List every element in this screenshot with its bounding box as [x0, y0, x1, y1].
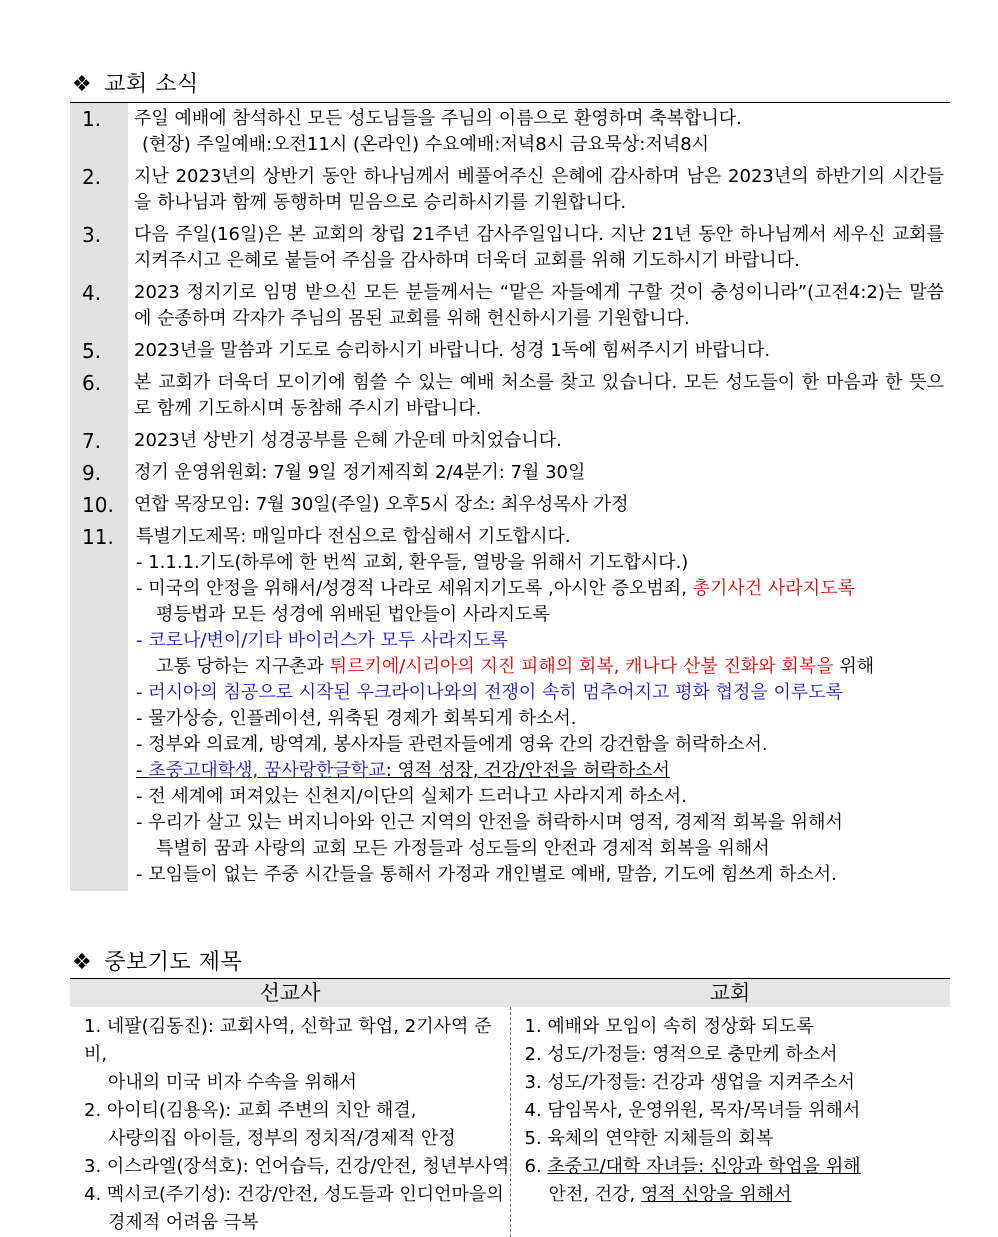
news-item [70, 277, 950, 335]
news-item-number: 7. [70, 425, 128, 457]
news-item-text [128, 335, 950, 367]
news-item-11 [70, 521, 950, 891]
news-item [70, 103, 950, 161]
news-item [70, 489, 950, 521]
prayer-bullet-7-highlight: 초중고대학생, 꿈사랑한글학교 [148, 760, 386, 781]
news-item-line: 정기 운영위원회: 7월 9일 정기제직회 2/4분기: 7월 30일 [134, 462, 586, 483]
prayer-bullet-6: - 정부와 의료계, 방역계, 봉사자들 관련자들에게 영육 간의 강건함을 허락하소서. [136, 734, 768, 755]
prayer-bullet-9: - 우리가 살고 있는 버지니아와 인근 지역의 안전을 허락하시며 영적, 경제적 회복을 위해서 [136, 812, 843, 833]
news-item-number: 10. [70, 489, 128, 521]
church-column-title: 교회 [709, 981, 751, 1005]
missionary-item-cont: 사랑의집 아이들, 정부의 정치적/경제적 안정 [108, 1128, 456, 1149]
prayer-bullet-2 [134, 576, 944, 602]
news-item-number: 9. [70, 457, 128, 489]
prayer-bullet-5: - 물가상승, 인플레이션, 위축된 경제가 회복되게 하소서. [136, 708, 577, 729]
news-item [70, 335, 950, 367]
missionary-item: 2. 아이티(김용옥): 교회 주변의 치안 해결, [84, 1100, 417, 1121]
prayer-bullet-2-text: - 미국의 안정을 위해서/성경적 나라로 세워지기도록 ,아시안 증오범죄, [136, 578, 693, 599]
news-item [70, 161, 950, 219]
news-item-text [128, 521, 950, 891]
news-item [70, 367, 950, 425]
diamond-bullet-icon: ❖ [72, 950, 93, 975]
news-item-text [128, 103, 950, 161]
church-item: 1. 예배와 모임이 속히 정상화 되도록 [524, 1016, 814, 1037]
news-item-line: 본 교회가 더욱더 모이기에 힘쓸 수 있는 예배 처소를 찾고 있습니다. 모든 성도들이 한 마음과 한 뜻으로 함께 기도하시며 동참해 주시기 바랍니다. [134, 372, 944, 419]
news-item-line: 연합 목장모임: 7월 30일(주일) 오후5시 장소: 최우성목사 가정 [134, 494, 629, 515]
church-item: 4. 담임목사, 운영위원, 목자/목녀들 위해서 [524, 1100, 861, 1121]
church-item [525, 1153, 951, 1181]
prayer-bullet-3: - 코로나/변이/기타 바이러스가 모두 사라지도록 [136, 630, 508, 651]
church-item-cont-underlined: 영적 신앙을 위해서 [640, 1184, 792, 1205]
diamond-bullet-icon: ❖ [72, 72, 93, 97]
news-item-text [128, 425, 950, 457]
prayer-bullet-9-cont: 특별히 꿈과 사랑의 교회 모든 가정들과 성도들의 안전과 경제적 회복을 위해서 [156, 838, 770, 859]
prayer-bullet-2-highlight: 총기사건 사라지도록 [692, 578, 855, 599]
news-item-line: 지난 2023년의 상반기 동안 하나님께서 베풀어주신 은혜에 감사하며 남은 2023년의 하반기의 시간들을 하나님과 함께 동행하며 믿음으로 승리하시기를 기원합니다. [134, 166, 944, 213]
missionary-item: 4. 멕시코(주기성): 건강/안전, 성도들과 인디언마을의 [84, 1184, 504, 1205]
news-item-number: 3. [70, 219, 128, 277]
prayer-bullet-4: - 러시아의 침공으로 시작된 우크라이나와의 전쟁이 속히 멈추어지고 평화 협정을 이루도록 [136, 682, 844, 703]
news-item-text [128, 457, 950, 489]
prayer-bullet-7-text: : 영적 성장, 건강/안전을 허락하소서 [385, 760, 670, 781]
missionary-item: 3. 이스라엘(장석호): 언어습득, 건강/안전, 청년부사역 [84, 1156, 510, 1177]
prayer-bullet-2-cont: 평등법과 모든 성경에 위배된 법안들이 사라지도록 [156, 604, 550, 625]
news-item [70, 219, 950, 277]
prayer-bullet-8: - 전 세계에 퍼져있는 신천지/이단의 실체가 드러나고 사라지게 하소서. [136, 786, 687, 807]
news-item-text [128, 489, 950, 521]
news-item-number: 4. [70, 277, 128, 335]
prayer-bullet-3-highlight: 튀르키에/시리아의 지진 피해의 회복, 캐나다 산불 진화와 회복을 [329, 656, 834, 677]
news-item-line: 다음 주일(16일)은 본 교회의 창립 21주년 감사주일입니다. 지난 21년 동안 하나님께서 세우신 교회를 지켜주시고 은혜로 붙들어 주심을 감사하며 더욱더 교회를 위해 기도하시기 바랍니다. [134, 224, 944, 271]
news-item-line: 2023년 상반기 성경공부를 은혜 가운데 마치었습니다. [134, 430, 562, 451]
church-item: 2. 성도/가정들: 영적으로 충만케 하소서 [524, 1044, 838, 1065]
prayer-bullet-3-cont [134, 654, 944, 680]
news-item-number: 6. [70, 367, 128, 425]
prayer-heading: 특별기도제목: 매일마다 전심으로 합심해서 기도합시다. [136, 526, 571, 547]
prayer-bullet-3-tail: 위해 [833, 656, 875, 677]
missionary-column [70, 1007, 511, 1237]
church-item-number: 6. [524, 1156, 548, 1177]
news-item-number: 2. [70, 161, 128, 219]
news-item-text [128, 161, 950, 219]
church-item: 3. 성도/가정들: 건강과 생업을 지켜주소서 [524, 1072, 855, 1093]
news-item-line: 주일 예배에 참석하신 모든 성도님들을 주님의 이름으로 환영하며 축복합니다. [134, 108, 742, 129]
prayer-bullet-10: - 모임들이 없는 주중 시간들을 통해서 가정과 개인별로 예배, 말씀, 기도에 힘쓰게 하소서. [136, 864, 837, 885]
news-section-title [72, 72, 199, 98]
church-column [511, 1007, 951, 1237]
news-item-text [128, 367, 950, 425]
prayer-bullet-7-dash: - [136, 760, 149, 781]
church-item-cont-text: 안전, 건강, [548, 1184, 641, 1205]
prayer-bullet-3-text: 고통 당하는 지구촌과 [156, 656, 330, 677]
news-item-text [128, 219, 950, 277]
news-item-number: 1. [70, 103, 128, 161]
intercession-section-title [72, 950, 242, 976]
news-list [70, 102, 950, 891]
church-item: 5. 육체의 연약한 지체들의 회복 [524, 1128, 774, 1149]
church-item-cont [525, 1181, 951, 1209]
prayer-bullet-7 [134, 758, 944, 784]
news-item [70, 425, 950, 457]
missionary-item: 1. 네팔(김동진): 교회사역, 신학교 학업, 2기사역 준비, [84, 1016, 492, 1065]
intercession-title: 중보기도 제목 [104, 950, 243, 975]
missionary-item-cont: 경제적 어려움 극복 [108, 1212, 259, 1233]
news-item [70, 457, 950, 489]
church-item-text: 초중고/대학 자녀들: 신앙과 학업을 위해 [547, 1156, 861, 1177]
news-title: 교회 소식 [104, 72, 199, 97]
missionary-column-title: 선교사 [259, 981, 321, 1005]
missionary-item-cont: 아내의 미국 비자 수속을 위해서 [108, 1072, 357, 1093]
prayer-bullet-1: - 1.1.1.기도(하루에 한 번씩 교회, 환우들, 열방을 위해서 기도합시다.) [136, 552, 689, 573]
news-item-subline: (현장) 주일예배:오전11시 (온라인) 수요예배:저녁8시 금요묵상:저녁8시 [142, 134, 710, 155]
news-item-line: 2023년을 말씀과 기도로 승리하시기 바랍니다. 성경 1독에 힘써주시기 바랍니다. [134, 340, 771, 361]
intercession-header [70, 979, 950, 1007]
news-item-line: 2023 정지기로 임명 받으신 모든 분들께서는 “맡은 자들에게 구할 것이 충성이니라”(고전4:2)는 말씀에 순종하며 각자가 주님의 몸된 교회를 위해 헌신하시기를 기원합니다. [134, 282, 944, 329]
news-item-number: 5. [70, 335, 128, 367]
news-item-text [128, 277, 950, 335]
intercession-table [70, 978, 950, 1237]
news-item-number: 11. [70, 521, 128, 891]
